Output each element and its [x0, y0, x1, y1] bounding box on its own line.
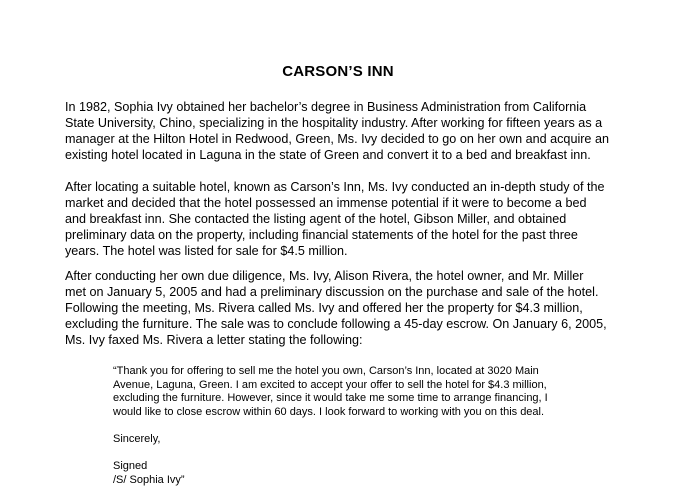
paragraph-negotiation [65, 268, 655, 348]
paragraph-line: manager at the Hilton Hotel in Redwood, Green, Ms. Ivy decided to go on her own and acquire an [65, 132, 609, 146]
paragraph-line: met on January 5, 2005 and had a preliminary discussion on the purchase and sale of the hotel. [65, 285, 599, 299]
paragraph-line: existing hotel located in Laguna in the state of Green and convert it to a bed and breakfast inn. [65, 148, 591, 162]
letter-signature-block [113, 460, 633, 487]
letter-closing [113, 433, 633, 447]
letter-body [113, 365, 633, 419]
letter-closing-text: Sincerely, [113, 433, 161, 445]
paragraph-line: years. The hotel was listed for sale for $4.5 million. [65, 244, 348, 258]
paragraph-line: and breakfast inn. She contacted the listing agent of the hotel, Gibson Miller, and obtained [65, 212, 567, 226]
paragraph-line: In 1982, Sophia Ivy obtained her bachelor’s degree in Business Administration from California [65, 100, 587, 114]
paragraph-hotel-search [65, 179, 655, 259]
letter-signed-label: Signed [113, 460, 148, 472]
paragraph-line: State University, Chino, specializing in the hospitality industry. After working for fifteen years as a [65, 116, 603, 130]
paragraph-line: Ms. Ivy faxed Ms. Rivera a letter stating the following: [65, 333, 363, 347]
paragraph-line: excluding the furniture. The sale was to conclude following a 45-day escrow. On January 6, 2005, [65, 317, 607, 331]
document-title: CARSON’S INN [282, 63, 394, 80]
paragraph-line: After conducting her own due diligence, Ms. Ivy, Alison Rivera, the hotel owner, and Mr. Miller [65, 269, 584, 283]
paragraph-line: Following the meeting, Ms. Rivera called Ms. Ivy and offered her the property for $4.3 million, [65, 301, 583, 315]
paragraph-line: preliminary data on the property, including financial statements of the hotel for the past three [65, 228, 578, 242]
letter-line: Avenue, Laguna, Green. I am excited to accept your offer to sell the hotel for $4.3 million, [113, 378, 547, 391]
paragraph-background [65, 99, 655, 163]
paragraph-line: market and decided that the hotel possessed an immense potential if it were to become a bed [65, 196, 587, 210]
letter-line: excluding the furniture. However, since it would take me some time to arrange financing, I [113, 392, 548, 404]
letter-signature: /S/ Sophia Ivy” [113, 473, 185, 486]
letter-line: would like to close escrow within 60 days. I look forward to working with you on this deal. [113, 405, 545, 418]
paragraph-line: After locating a suitable hotel, known as Carson’s Inn, Ms. Ivy conducted an in-depth study of the [65, 180, 605, 194]
letter-line: “Thank you for offering to sell me the hotel you own, Carson’s Inn, located at 3020 Main [113, 365, 539, 377]
